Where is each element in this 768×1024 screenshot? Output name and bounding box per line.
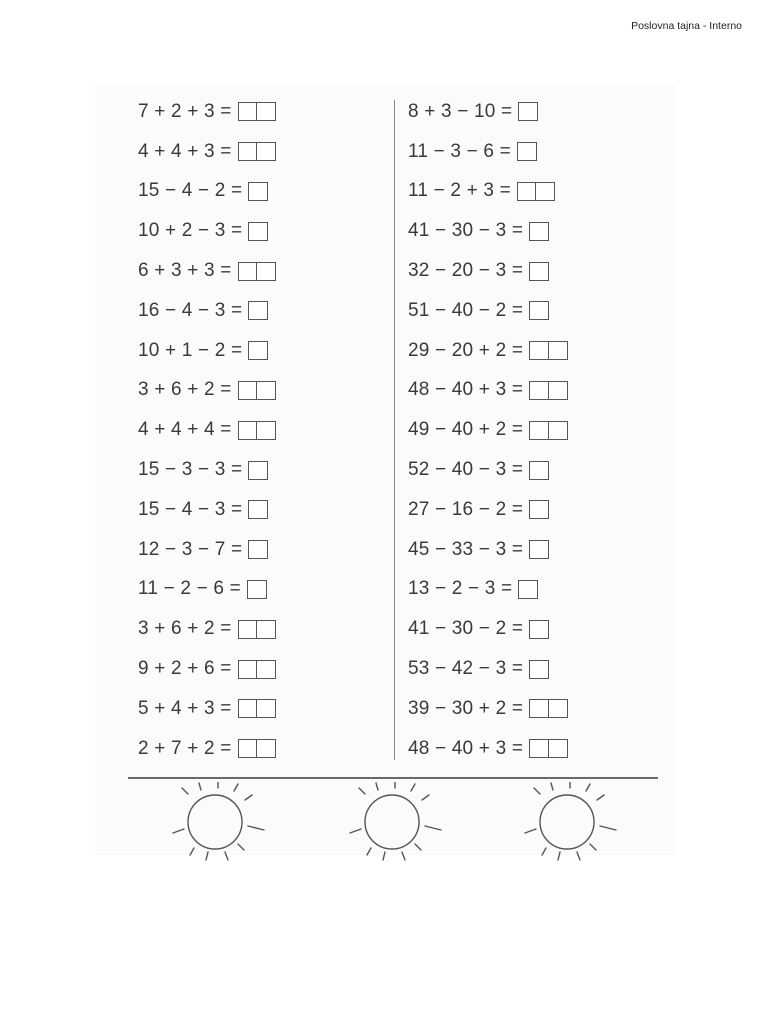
left-exercise-column	[138, 92, 398, 769]
answer-boxes	[248, 341, 268, 360]
answer-box[interactable]	[248, 461, 268, 480]
answer-boxes	[529, 620, 549, 639]
column-divider	[394, 100, 395, 760]
exercise-expression: 32 − 20 − 3 =	[408, 260, 524, 282]
exercise-expression: 11 − 2 − 6 =	[138, 578, 241, 600]
exercise-row	[138, 530, 398, 570]
answer-box[interactable]	[256, 421, 276, 440]
answer-boxes	[529, 341, 567, 360]
answer-box[interactable]	[256, 262, 276, 281]
answer-boxes	[248, 500, 268, 519]
exercise-row	[408, 331, 668, 371]
answer-boxes	[238, 620, 276, 639]
answer-box[interactable]	[529, 500, 549, 519]
exercise-row	[138, 570, 398, 610]
exercise-expression: 48 − 40 + 3 =	[408, 379, 524, 401]
answer-box[interactable]	[529, 301, 549, 320]
answer-boxes	[238, 381, 276, 400]
answer-boxes	[529, 461, 549, 480]
answer-box[interactable]	[256, 620, 276, 639]
answer-box[interactable]	[248, 540, 268, 559]
exercise-row	[408, 211, 668, 251]
answer-box[interactable]	[529, 222, 549, 241]
answer-box[interactable]	[529, 461, 549, 480]
exercise-expression: 2 + 7 + 2 =	[138, 737, 232, 759]
exercise-expression: 41 − 30 − 2 =	[408, 618, 524, 640]
answer-boxes	[248, 301, 268, 320]
answer-boxes	[529, 222, 549, 241]
answer-boxes	[529, 301, 549, 320]
exercise-expression: 53 − 42 − 3 =	[408, 658, 524, 680]
exercise-expression: 9 + 2 + 6 =	[138, 658, 232, 680]
exercise-expression: 8 + 3 − 10 =	[408, 100, 513, 122]
answer-boxes	[529, 660, 549, 679]
exercise-row	[408, 291, 668, 331]
exercise-row	[408, 530, 668, 570]
sun-icon	[520, 782, 620, 867]
answer-boxes	[518, 102, 538, 121]
exercise-row	[138, 490, 398, 530]
answer-boxes	[238, 142, 276, 161]
answer-box[interactable]	[529, 699, 549, 718]
answer-box[interactable]	[518, 580, 538, 599]
exercise-expression: 45 − 33 − 3 =	[408, 538, 524, 560]
answer-box[interactable]	[238, 620, 258, 639]
right-exercise-column	[408, 92, 668, 769]
exercise-row	[138, 450, 398, 490]
answer-boxes	[529, 381, 567, 400]
exercise-expression: 10 + 1 − 2 =	[138, 339, 243, 361]
answer-boxes	[238, 262, 276, 281]
answer-boxes	[529, 699, 567, 718]
answer-boxes	[529, 540, 549, 559]
answer-box[interactable]	[548, 739, 568, 758]
exercise-expression: 5 + 4 + 3 =	[138, 697, 232, 719]
exercise-expression: 12 − 3 − 7 =	[138, 538, 243, 560]
answer-boxes	[529, 500, 549, 519]
exercise-row	[138, 609, 398, 649]
exercise-row	[138, 211, 398, 251]
answer-boxes	[238, 660, 276, 679]
exercise-expression: 27 − 16 − 2 =	[408, 498, 524, 520]
answer-box[interactable]	[529, 540, 549, 559]
exercise-expression: 39 − 30 + 2 =	[408, 697, 524, 719]
answer-box[interactable]	[247, 580, 267, 599]
exercise-expression: 49 − 40 + 2 =	[408, 419, 524, 441]
answer-box[interactable]	[238, 262, 258, 281]
answer-boxes	[238, 102, 276, 121]
answer-boxes	[238, 421, 276, 440]
exercise-row	[138, 172, 398, 212]
answer-box[interactable]	[256, 739, 276, 758]
answer-boxes	[529, 421, 567, 440]
exercise-expression: 4 + 4 + 3 =	[138, 140, 232, 162]
answer-box[interactable]	[248, 500, 268, 519]
answer-box[interactable]	[238, 739, 258, 758]
exercise-expression: 4 + 4 + 4 =	[138, 419, 232, 441]
exercise-row	[408, 450, 668, 490]
answer-box[interactable]	[256, 381, 276, 400]
exercise-row	[138, 251, 398, 291]
exercise-expression: 15 − 3 − 3 =	[138, 459, 243, 481]
answer-box[interactable]	[529, 739, 549, 758]
answer-box[interactable]	[256, 102, 276, 121]
header-label: Poslovna tajna - Interno	[631, 20, 742, 32]
answer-box[interactable]	[238, 102, 258, 121]
exercise-expression: 15 − 4 − 3 =	[138, 498, 243, 520]
exercise-row	[138, 291, 398, 331]
answer-box[interactable]	[548, 421, 568, 440]
exercise-row	[408, 609, 668, 649]
answer-box[interactable]	[548, 341, 568, 360]
answer-boxes	[529, 739, 567, 758]
answer-boxes	[529, 262, 549, 281]
answer-box[interactable]	[529, 620, 549, 639]
answer-boxes	[248, 182, 268, 201]
exercise-row	[138, 649, 398, 689]
answer-box[interactable]	[517, 182, 537, 201]
answer-box[interactable]	[256, 660, 276, 679]
exercise-expression: 48 − 40 + 3 =	[408, 737, 524, 759]
exercise-row	[408, 410, 668, 450]
exercise-expression: 11 − 3 − 6 =	[408, 140, 511, 162]
exercise-row	[408, 729, 668, 769]
exercise-row	[408, 172, 668, 212]
answer-box[interactable]	[248, 182, 268, 201]
answer-box[interactable]	[256, 142, 276, 161]
exercise-expression: 11 − 2 + 3 =	[408, 180, 511, 202]
exercise-row	[138, 729, 398, 769]
exercise-expression: 3 + 6 + 2 =	[138, 618, 232, 640]
exercise-row	[138, 92, 398, 132]
exercise-expression: 3 + 6 + 2 =	[138, 379, 232, 401]
exercise-row	[138, 331, 398, 371]
sun-icon	[168, 782, 268, 867]
answer-box[interactable]	[529, 381, 549, 400]
answer-boxes	[248, 540, 268, 559]
answer-box[interactable]	[548, 381, 568, 400]
exercise-row	[408, 649, 668, 689]
exercise-row	[408, 689, 668, 729]
answer-box[interactable]	[548, 699, 568, 718]
answer-boxes	[238, 699, 276, 718]
exercise-expression: 51 − 40 − 2 =	[408, 299, 524, 321]
exercise-expression: 7 + 2 + 3 =	[138, 100, 232, 122]
answer-box[interactable]	[529, 262, 549, 281]
exercise-expression: 16 − 4 − 3 =	[138, 299, 243, 321]
exercise-row	[408, 371, 668, 411]
exercise-row	[138, 371, 398, 411]
exercise-row	[408, 251, 668, 291]
exercise-expression: 6 + 3 + 3 =	[138, 260, 232, 282]
exercise-row	[408, 132, 668, 172]
answer-box[interactable]	[238, 142, 258, 161]
exercise-row	[408, 490, 668, 530]
answer-box[interactable]	[256, 699, 276, 718]
exercise-row	[408, 92, 668, 132]
answer-box[interactable]	[248, 341, 268, 360]
answer-boxes	[238, 739, 276, 758]
exercise-row	[138, 689, 398, 729]
exercise-expression: 41 − 30 − 3 =	[408, 220, 524, 242]
exercise-row	[138, 132, 398, 172]
answer-box[interactable]	[529, 421, 549, 440]
answer-boxes	[517, 142, 537, 161]
answer-boxes	[248, 222, 268, 241]
answer-box[interactable]	[238, 381, 258, 400]
exercise-expression: 10 + 2 − 3 =	[138, 220, 243, 242]
answer-box[interactable]	[535, 182, 555, 201]
ground-line	[128, 777, 658, 779]
answer-boxes	[247, 580, 267, 599]
answer-box[interactable]	[529, 660, 549, 679]
exercise-expression: 15 − 4 − 2 =	[138, 180, 243, 202]
answer-boxes	[517, 182, 555, 201]
answer-boxes	[518, 580, 538, 599]
answer-box[interactable]	[238, 699, 258, 718]
exercise-expression: 13 − 2 − 3 =	[408, 578, 513, 600]
exercise-row	[408, 570, 668, 610]
sun-icon	[345, 782, 445, 867]
answer-box[interactable]	[248, 222, 268, 241]
answer-box[interactable]	[518, 102, 538, 121]
answer-box[interactable]	[529, 341, 549, 360]
exercise-expression: 52 − 40 − 3 =	[408, 459, 524, 481]
answer-boxes	[248, 461, 268, 480]
exercise-expression: 29 − 20 + 2 =	[408, 339, 524, 361]
answer-box[interactable]	[248, 301, 268, 320]
answer-box[interactable]	[517, 142, 537, 161]
answer-box[interactable]	[238, 660, 258, 679]
answer-box[interactable]	[238, 421, 258, 440]
exercise-row	[138, 410, 398, 450]
